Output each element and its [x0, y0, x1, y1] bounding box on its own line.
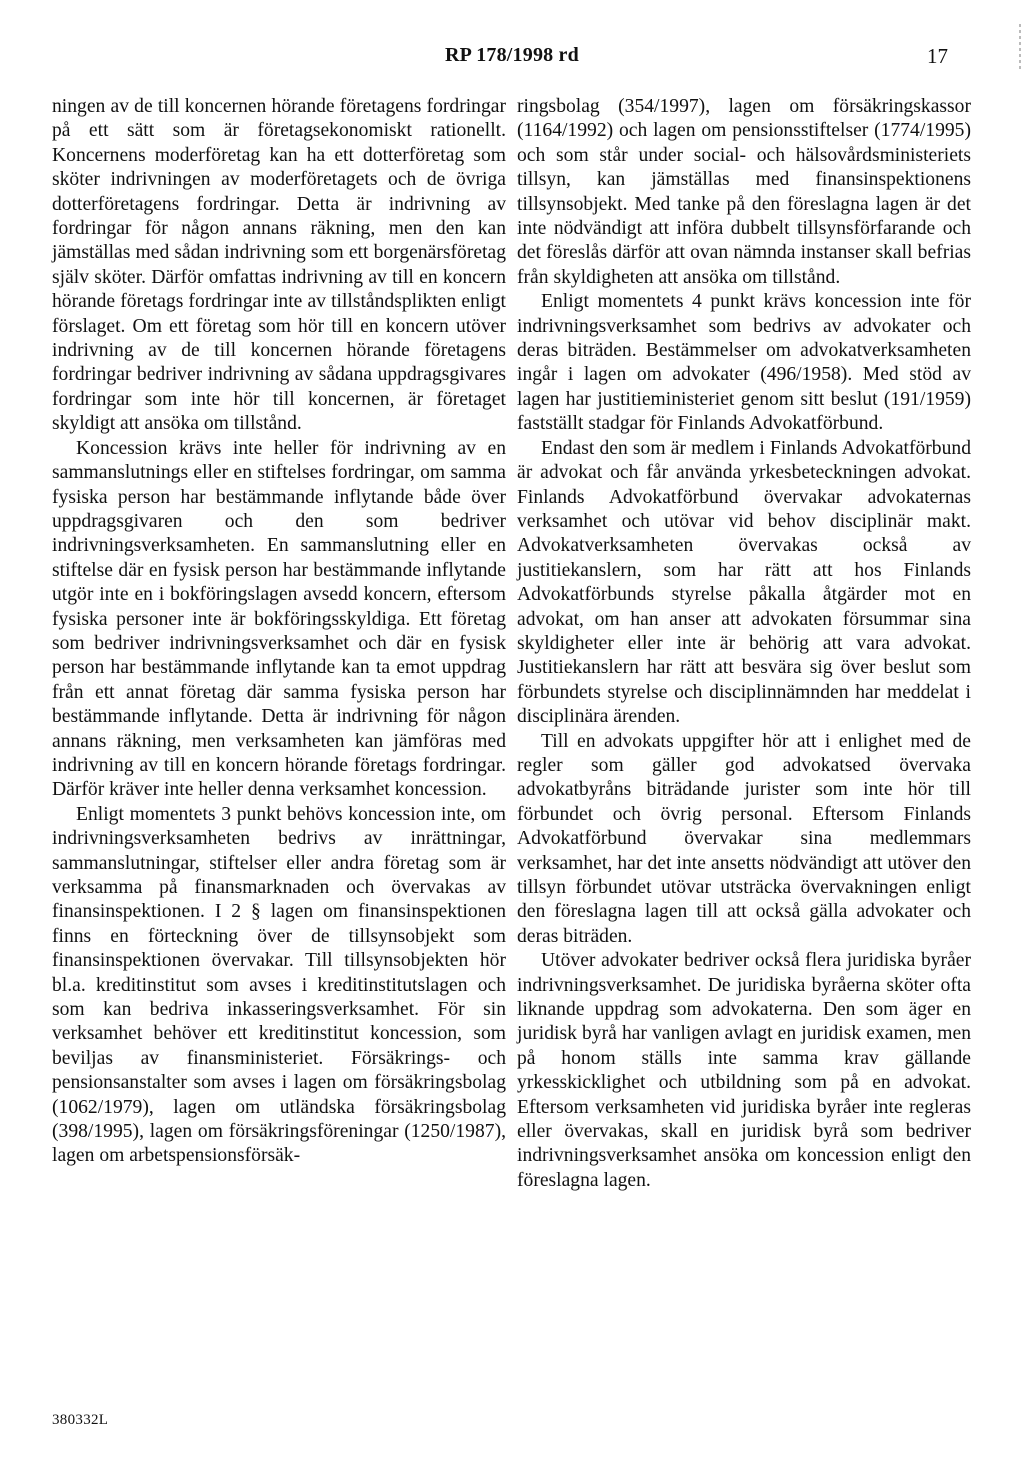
paragraph: Enligt momentets 4 punkt krävs koncession inte för indrivningsverksamhet som bedrivs av advokater och deras biträden. Bestämmelser om advokatverksamheten ingår i lagen om advokater (496/1958). Med stöd av lagen har justitieministeriet genom sitt beslut (191/1959) fastställt stadgar för Finlands Advokatförbund. — [517, 291, 971, 435]
paragraph: Till en advokats uppgifter hör att i enlighet med de regler som gäller god advokatsed övervaka advokatbyråns biträdande jurister som inte hör till förbundet och övrig personal. Eftersom Finlands Advokatförbund övervakar sina medlemmars verksamhet, har det inte ansetts nödvändigt att utöver den tillsyn förbundet utövar utsträcka övervakningen enligt den föreslagna lagen till att också gälla advokater och deras biträden. — [517, 730, 971, 947]
paragraph: ringsbolag (354/1997), lagen om försäkringskassor (1164/1992) och lagen om pensionsstiftelser (1774/1995) och som står under social- och hälsovårdsministeriets tillsyn, kan jämställas med finansinspektionens tillsynsobjekt. Med tanke på den föreslagna lagen är det inte nödvändigt att införa dubbelt tillsynsförfarande och det föreslås därför att ovan nämnda instanser skall befrias från skyldigheten att ansöka om tillstånd. — [517, 96, 971, 288]
page-number: 17 — [927, 44, 948, 68]
right-column — [517, 95, 971, 1193]
paragraph: Utöver advokater bedriver också flera juridiska byråer indrivningsverksamhet. De juridiska byråerna sköter ofta liknande uppdrag som advokaterna. Den som äger en juridisk byrå har vanligen avlagt en juridisk examen, men på honom ställs inte samma krav gällande yrkesskicklighet och utbildning som på en advokat. Eftersom verksamheten vid juridiska byråer inte regleras eller övervakas, skall en juridisk byrå som bedriver indrivningsverksamhet ansöka om koncession enligt den föreslagna lagen. — [517, 950, 971, 1191]
paragraph: Koncession krävs inte heller för indrivning av en sammanslutnings eller en stiftelses fordringar, om samma fysiska person har bestämmande inflytande både över uppdragsgivaren och den som bedriver indrivningsverksamheten. En sammanslutning eller en stiftelse där en fysisk person har bestämmande inflytande utgör inte en i bokföringslagen avsedd koncern, eftersom fysiska personer inte är bokföringsskyldiga. Ett företag som bedriver indrivningsverksamhet och där en fysisk person har bestämmande inflytande kan ta emot uppdrag från ett annat företag där samma fysiska person har bestämmande inflytande. Detta är indrivning för någon annans räkning, men verksamheten kan jämföras med indrivning av till en koncern hörande företags fordringar. Därför kräver inte heller denna verksamhet koncession. — [52, 437, 506, 801]
footer-code: 380332L — [52, 1412, 109, 1428]
paragraph: ningen av de till koncernen hörande företagens fordringar på ett sätt som är företagsekonomiskt rationellt. Koncernens moderföretag kan ha ett dotterföretag som sköter indrivningen av moderföretagets och de övriga dotterföretagens fordringar. Detta är indrivning av fordringar för någon annans räkning, men den kan jämställas med sådan indrivning som ett borgenärsföretag själv sköter. Därför omfattas indrivning av till en koncern hörande företags fordringar inte av tillståndsplikten enligt förslaget. Om ett företag som hör till en koncern utöver indrivning av de till koncernen hörande företagens fordringar bedriver indrivning av sådana uppdragsgivares fordringar som inte hör till koncernen, är företaget skyldigt att ansöka om tillstånd. — [52, 96, 506, 435]
paragraph: Enligt momentets 3 punkt behövs koncession inte, om indrivningsverksamheten bedrivs av inrättningar, sammanslutningar, stiftelser eller andra företag som är verksamma på finansmarknaden och övervakas av finansinspektionen. I 2 § lagen om finansinspektionen finns en förteckning över de tillsynsobjekt som finansinspektionen övervakar. Till tillsynsobjekten hör bl.a. kreditinstitut som avses i kreditinstitutslagen och som kan bedriva inkasseringsverksamhet. För sin verksamhet behöver ett kreditinstitut koncession, som beviljas av finansministeriet. Försäkrings- och pensionsanstalter som avses i lagen om försäkringsbolag (1062/1979), lagen om utländska försäkringsbolag (398/1995), lagen om försäkringsföreningar (1250/1987), lagen om arbetspensionsförsäk- — [52, 803, 506, 1167]
paragraph: Endast den som är medlem i Finlands Advokatförbund är advokat och får använda yrkesbeteckningen advokat. Finlands Advokatförbund övervakar advokaternas verksamhet och utövar vid behov disciplinär makt. Advokatverksamheten övervakas också av justitiekanslern, som har rätt att hos Finlands Advokatförbunds styrelse påkalla åtgärder mot en advokat, om han anser att advokaten försummar sina skyldigheter eller inte är behörig att vara advokat. Justitiekanslern har rätt att besvära sig över beslut som förbundets styrelse och disciplinnämnden har meddelat i disciplinära ärenden. — [517, 437, 971, 728]
page-header — [0, 44, 1024, 74]
running-title: RP 178/1998 rd — [445, 44, 579, 66]
left-column — [52, 95, 506, 1169]
